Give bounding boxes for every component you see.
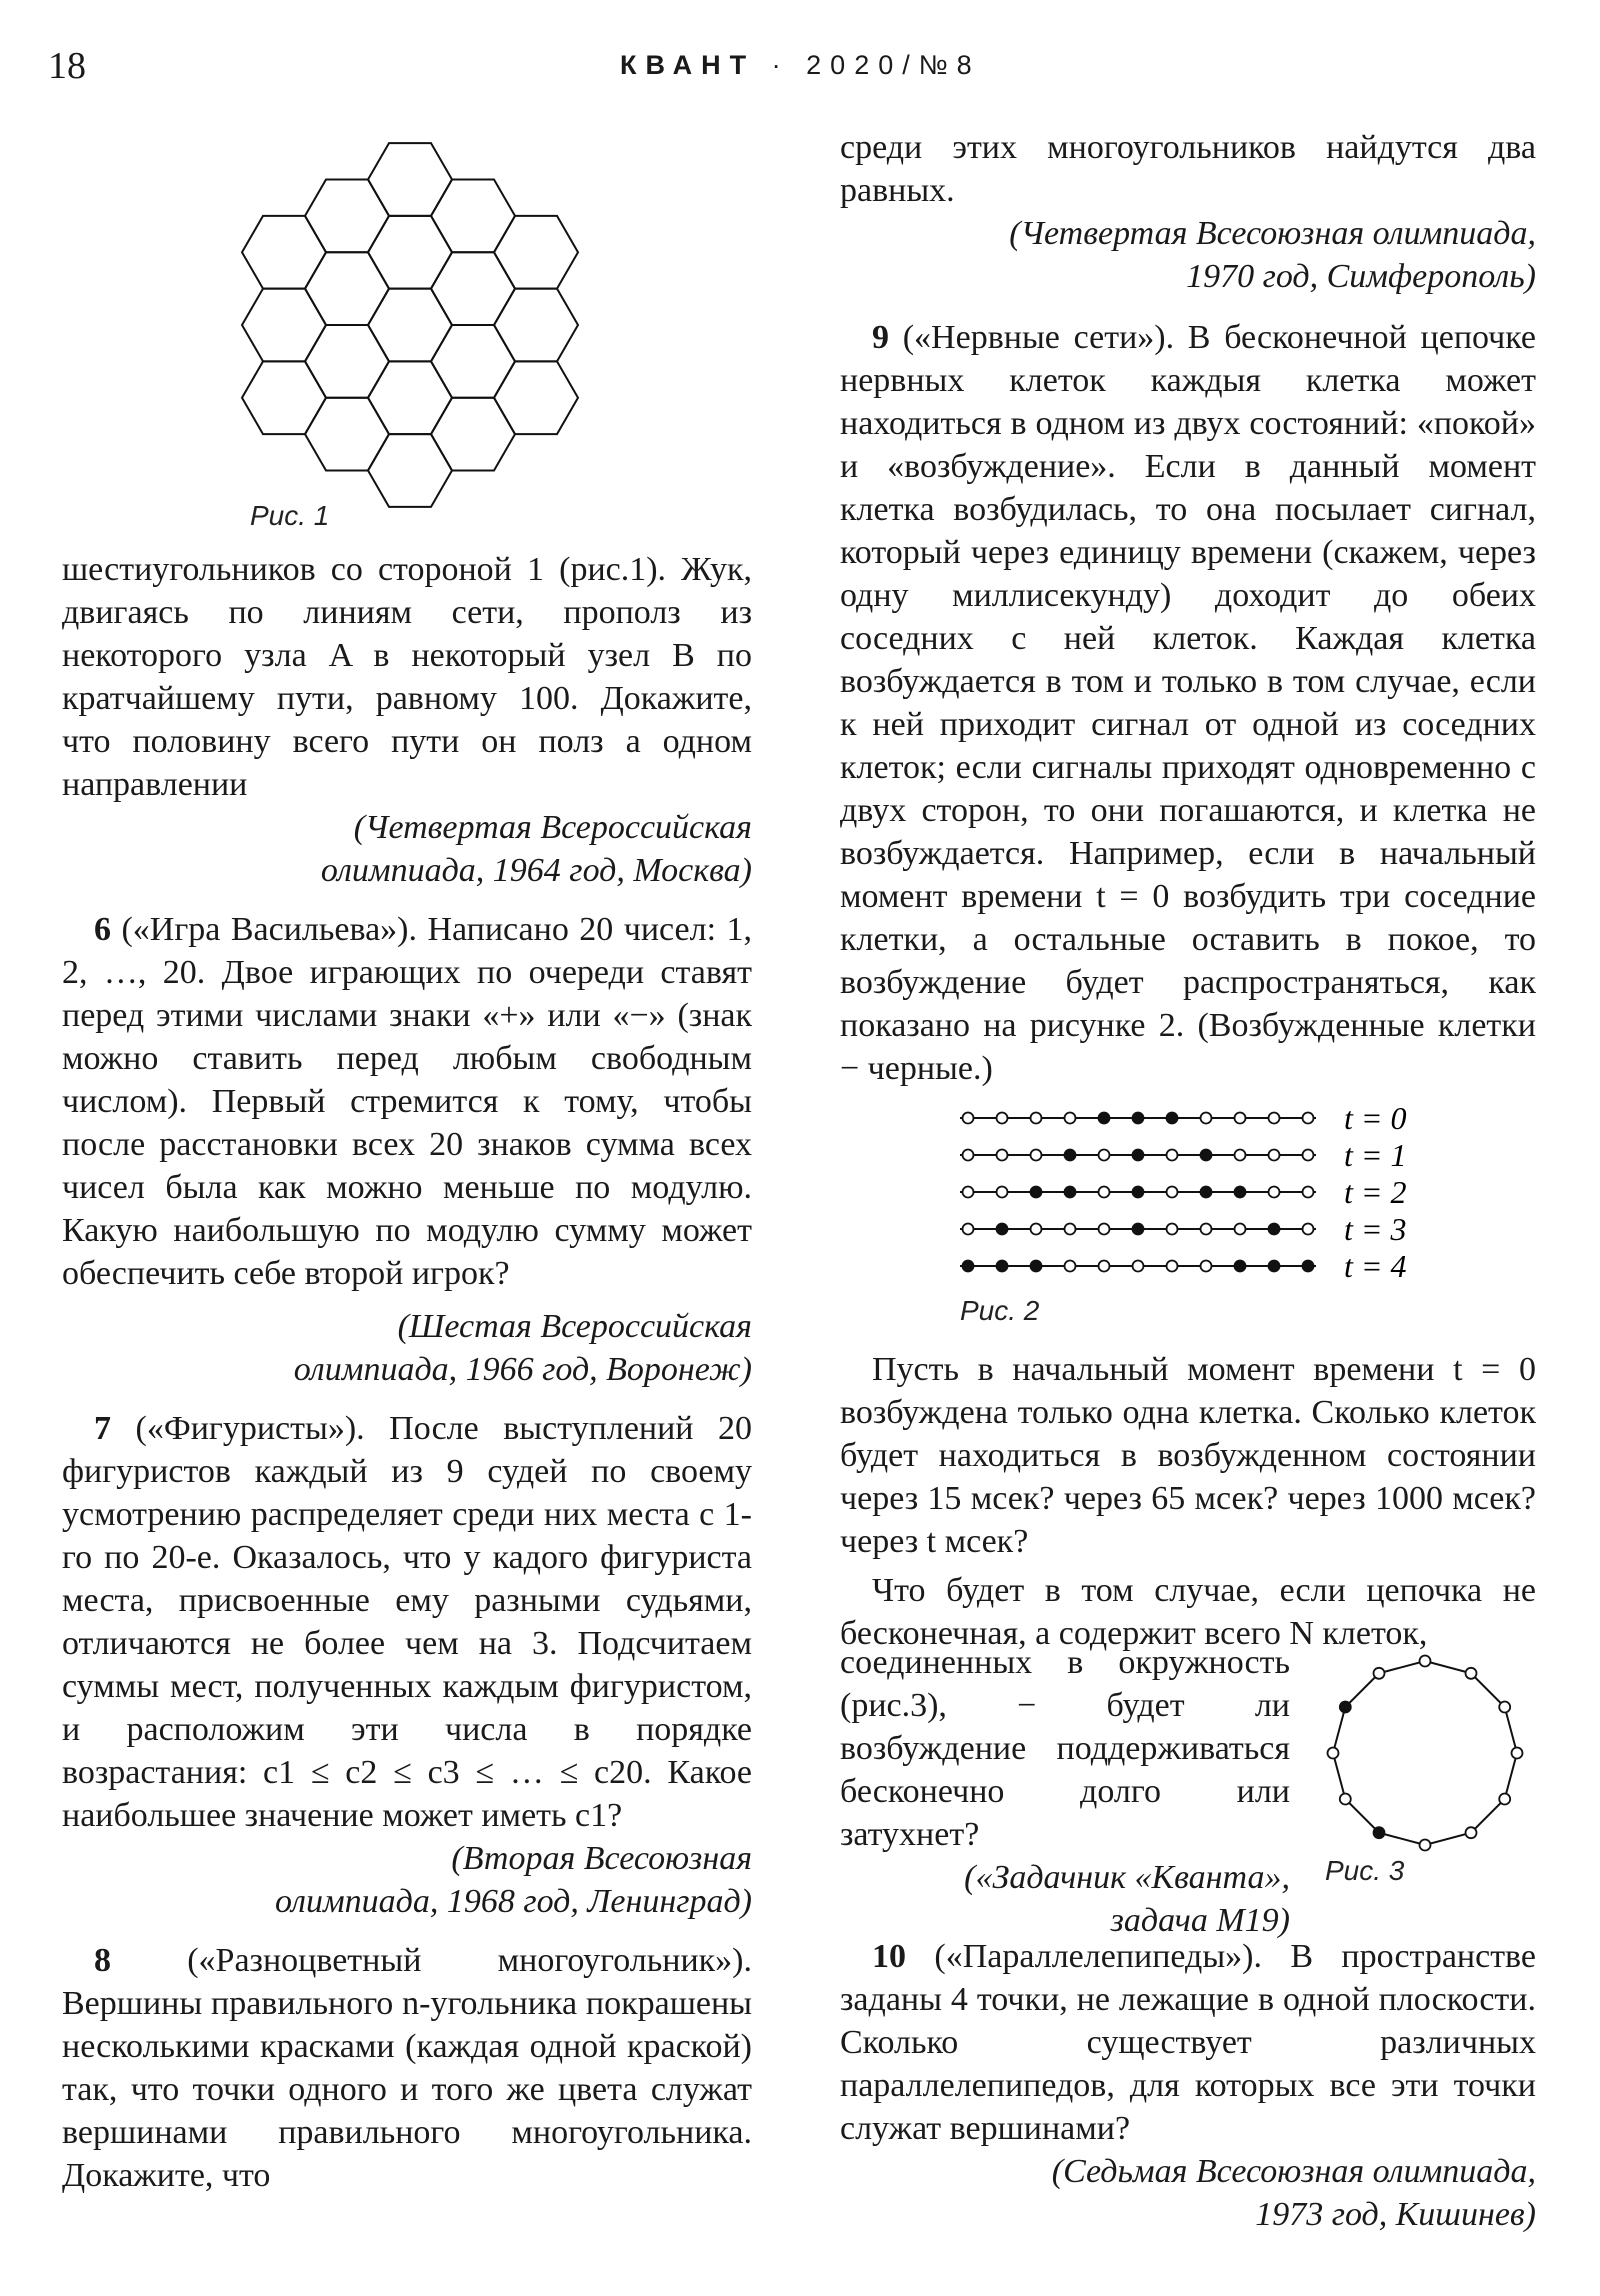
problem-6-source-line-1: (Шестая Всероссийская xyxy=(397,1308,752,1345)
resting-cell xyxy=(1499,1794,1510,1805)
problem-8-text: («Разноцветный многоугольник»). Вершины правильного n-угольника покрашены несколькими красками (каждая одной краской) так, что точки одного и того же цвета служат вершинами правильного многоугольника. Докажите, что xyxy=(62,1942,752,2194)
problem-8-continuation: среди этих многоугольников найдутся два равных. xyxy=(840,129,1536,209)
header-separator: · xyxy=(771,50,790,80)
excited-cell xyxy=(1235,1187,1246,1198)
hexagon-cell xyxy=(368,216,452,289)
hexagon-cell xyxy=(305,180,389,253)
ring-outline xyxy=(1333,1661,1517,1845)
hexagon-grid-figure xyxy=(230,125,590,525)
excited-cell xyxy=(1031,1261,1042,1272)
problem-10-source-line-2: 1973 год, Кишинев) xyxy=(1255,2196,1536,2233)
resting-cell xyxy=(963,1150,974,1161)
problem-10-source-line-1: (Седьмая Всесоюзная олимпиада, xyxy=(1051,2153,1536,2190)
excited-cell xyxy=(1235,1261,1246,1272)
resting-cell xyxy=(1466,1827,1477,1838)
problem-7 xyxy=(62,1407,752,1837)
hexagon-cell xyxy=(431,398,515,471)
hexagon-cell xyxy=(368,289,452,362)
hexagon-cell xyxy=(305,252,389,325)
issue-number: 2020/№8 xyxy=(806,50,981,80)
problem-8-number: 8 xyxy=(94,1942,111,1979)
resting-cell xyxy=(1303,1113,1314,1124)
excited-cell xyxy=(1099,1113,1110,1124)
problem-6 xyxy=(62,908,752,1295)
hexagon-cell xyxy=(431,325,515,398)
resting-cell xyxy=(1065,1113,1076,1124)
right-column-bottom xyxy=(840,1935,1536,2236)
excited-cell xyxy=(997,1224,1008,1235)
resting-cell xyxy=(1269,1113,1280,1124)
excited-cell xyxy=(1201,1150,1212,1161)
problem-10-number: 10 xyxy=(872,1938,906,1975)
problem-9-part-b: Пусть в начальный момент времени t = 0 возбуждена только одна клетка. Сколько клеток будет находиться в возбужденном состоянии через 15 мсек? через 65 мсек? через 1000 мсек? через t мсек? xyxy=(840,1351,1536,1560)
resting-cell xyxy=(1133,1261,1144,1272)
resting-cell xyxy=(963,1187,974,1198)
time-label: t = 0 xyxy=(1344,1100,1407,1136)
resting-cell xyxy=(1303,1187,1314,1198)
excited-cell xyxy=(1269,1261,1280,1272)
excited-cell xyxy=(1269,1224,1280,1235)
resting-cell xyxy=(1420,1656,1431,1667)
excited-cell xyxy=(1167,1113,1178,1124)
resting-cell xyxy=(1031,1150,1042,1161)
excited-cell xyxy=(1340,1702,1351,1713)
resting-cell xyxy=(1235,1113,1246,1124)
excited-cell xyxy=(1133,1113,1144,1124)
resting-cell xyxy=(1512,1748,1523,1759)
resting-cell xyxy=(1167,1261,1178,1272)
excited-cell xyxy=(1133,1150,1144,1161)
problem-8-source-line-1: (Четвертая Всесоюзная олимпиада, xyxy=(1009,215,1536,252)
hexagon-cell xyxy=(431,180,515,253)
hexagon-cell xyxy=(242,361,326,434)
problem-9-part-d: соединенных в окружность (рис.3), − будет ли возбуждение поддерживаться бесконечно долго или затухнет? xyxy=(840,1644,1290,1853)
problem-7-source-line-2: олимпиада, 1968 год, Ленинград) xyxy=(274,1883,752,1920)
problem-6-text: («Игра Васильева»). Написано 20 чисел: 1, 2, …, 20. Двое играющих по очереди ставят перед этими числами знаки «+» или «−» (знак можно ставить перед любым свободным числом). Первый стремится к тому, чтобы после расстановки всех 20 знаков сумма всех чисел была как можно меньше по модулю. Какую наибольшую по модулю сумму может обеспечить себе второй игрок? xyxy=(62,911,753,1292)
hexagon-cell xyxy=(494,289,578,362)
problem-7-source-line-1: (Вторая Всесоюзная xyxy=(451,1840,752,1877)
right-column-wrap xyxy=(840,1641,1290,1942)
excited-cell xyxy=(1065,1150,1076,1161)
resting-cell xyxy=(1466,1668,1477,1679)
time-label: t = 2 xyxy=(1344,1174,1407,1210)
time-label: t = 4 xyxy=(1344,1248,1407,1284)
hexagon-cell xyxy=(431,252,515,325)
time-label: t = 3 xyxy=(1344,1211,1407,1247)
magazine-title: КВАНТ xyxy=(620,50,756,80)
resting-cell xyxy=(1099,1187,1110,1198)
excited-cell xyxy=(1065,1187,1076,1198)
excited-cell xyxy=(997,1261,1008,1272)
problem-9-number: 9 xyxy=(872,319,889,356)
figure-1-caption: Рис. 1 xyxy=(250,500,330,531)
resting-cell xyxy=(1167,1187,1178,1198)
resting-cell xyxy=(1201,1261,1212,1272)
resting-cell xyxy=(997,1150,1008,1161)
hexagon-cell xyxy=(494,361,578,434)
right-column-top xyxy=(840,126,1536,1090)
resting-cell xyxy=(1167,1150,1178,1161)
resting-cell xyxy=(997,1113,1008,1124)
excited-cell xyxy=(1201,1187,1212,1198)
resting-cell xyxy=(1167,1224,1178,1235)
excited-cell xyxy=(1303,1261,1314,1272)
page-number: 18 xyxy=(48,45,86,87)
hexagon-cell xyxy=(494,216,578,289)
excited-cell xyxy=(1133,1187,1144,1198)
resting-cell xyxy=(1065,1261,1076,1272)
hexagon-cell xyxy=(305,398,389,471)
problem-7-text: («Фигуристы»). После выступлений 20 фигуристов каждый из 9 судей по своему усмотрению распределяет среди них места с 1-го по 20-е. Оказалось, что у кадого фигуриста места, присвоенные ему разными судьями, отличаются не более чем на 3. Подсчитаем суммы мест, полученных каждым фигуристом, и расположим эти числа в порядке возрастания: c1 ≤ c2 ≤ c3 ≤ … ≤ c20. Какое наибольшее значение может иметь c1? xyxy=(62,1410,753,1834)
resting-cell xyxy=(963,1224,974,1235)
resting-cell xyxy=(1201,1113,1212,1124)
resting-cell xyxy=(1303,1224,1314,1235)
excited-cell xyxy=(1133,1224,1144,1235)
resting-cell xyxy=(1031,1113,1042,1124)
resting-cell xyxy=(1201,1224,1212,1235)
problem-10-text: («Параллелепипеды»). В пространстве заданы 4 точки, не лежащие в одной плоскости. Сколько существует различных параллелепипедов, для которых все эти точки служат вершинами? xyxy=(840,1938,1537,2147)
resting-cell xyxy=(1269,1187,1280,1198)
figure-2-caption: Рис. 2 xyxy=(960,1295,1040,1326)
problem-9-source-line-1: («Задачник «Кванта», xyxy=(964,1859,1290,1896)
resting-cell xyxy=(1303,1150,1314,1161)
problem-9-text: («Нервные сети»). В бесконечной цепочке нервных клеток каждыя клетка может находиться в одном из двух состояний: «покой» и «возбуждение». Если в данный момент клетка возбудилась, то она посылает сигнал, который через единицу времени (скажем, через одну миллисекунду) доходит до обеих соседних с ней клеток. Каждая клетка возбуждается в том и только в том случае, если к ней приходит сигнал от одной из соседних клеток; если сигналы приходят одновременно с двух сторон, то они погашаются, и клетка не возбуждается. Например, если в начальный момент времени t = 0 возбудить три соседние клетки, а остальные оставить в покое, то возбуждение будет распространяться, как показано на рисунке 2. (Возбужденные клетки − черные.) xyxy=(840,319,1536,1087)
problem-8-source-line-2: 1970 год, Симферополь) xyxy=(1186,258,1536,295)
hexagon-cell xyxy=(368,434,452,507)
problem-6-source-line-2: олимпиада, 1966 год, Воронеж) xyxy=(293,1351,752,1388)
resting-cell xyxy=(1328,1748,1339,1759)
excited-cell xyxy=(1031,1187,1042,1198)
problem-5-text: шестиугольников со стороной 1 (рис.1). Жук, двигаясь по линиям сети, прополз из некоторого узла A в некоторый узел B по кратчайшему пути, равному 100. Докажите, что половину всего пути он полз а одном направлении xyxy=(62,551,752,803)
magazine-header xyxy=(620,50,981,81)
problem-6-number: 6 xyxy=(94,911,111,948)
resting-cell xyxy=(1235,1150,1246,1161)
problem-10 xyxy=(840,1935,1536,2150)
excited-cell xyxy=(963,1261,974,1272)
problem-7-number: 7 xyxy=(94,1410,111,1447)
resting-cell xyxy=(1235,1224,1246,1235)
resting-cell xyxy=(1065,1224,1076,1235)
resting-cell xyxy=(997,1187,1008,1198)
problem-9 xyxy=(840,316,1536,1090)
resting-cell xyxy=(1340,1794,1351,1805)
problem-5-source-line-2: олимпиада, 1964 год, Москва) xyxy=(320,852,752,889)
resting-cell xyxy=(1499,1702,1510,1713)
nerve-chain-figure xyxy=(960,1100,1407,1300)
hexagon-cell xyxy=(368,143,452,216)
excited-cell xyxy=(1374,1827,1385,1838)
problem-5-source-line-1: (Четвертая Всероссийская xyxy=(353,809,752,846)
resting-cell xyxy=(963,1113,974,1124)
problem-9-source-line-2: задача М19) xyxy=(1110,1902,1290,1939)
figure-3-caption: Рис. 3 xyxy=(1325,1855,1405,1886)
resting-cell xyxy=(1420,1840,1431,1851)
cell-ring-figure xyxy=(1320,1645,1540,1865)
resting-cell xyxy=(1099,1261,1110,1272)
right-column-middle xyxy=(840,1348,1536,1655)
hexagon-cell xyxy=(242,289,326,362)
left-column xyxy=(62,548,752,2197)
resting-cell xyxy=(1099,1150,1110,1161)
problem-8 xyxy=(62,1939,752,2197)
resting-cell xyxy=(1099,1224,1110,1235)
hexagon-cell xyxy=(305,325,389,398)
problem-9-part-c: Что будет в том случае, если цепочка не бесконечная, а содержит всего N клеток, xyxy=(840,1572,1536,1652)
hexagon-cell xyxy=(242,216,326,289)
time-label: t = 1 xyxy=(1344,1137,1407,1173)
resting-cell xyxy=(1374,1668,1385,1679)
resting-cell xyxy=(1269,1150,1280,1161)
hexagon-cell xyxy=(368,361,452,434)
resting-cell xyxy=(1031,1224,1042,1235)
